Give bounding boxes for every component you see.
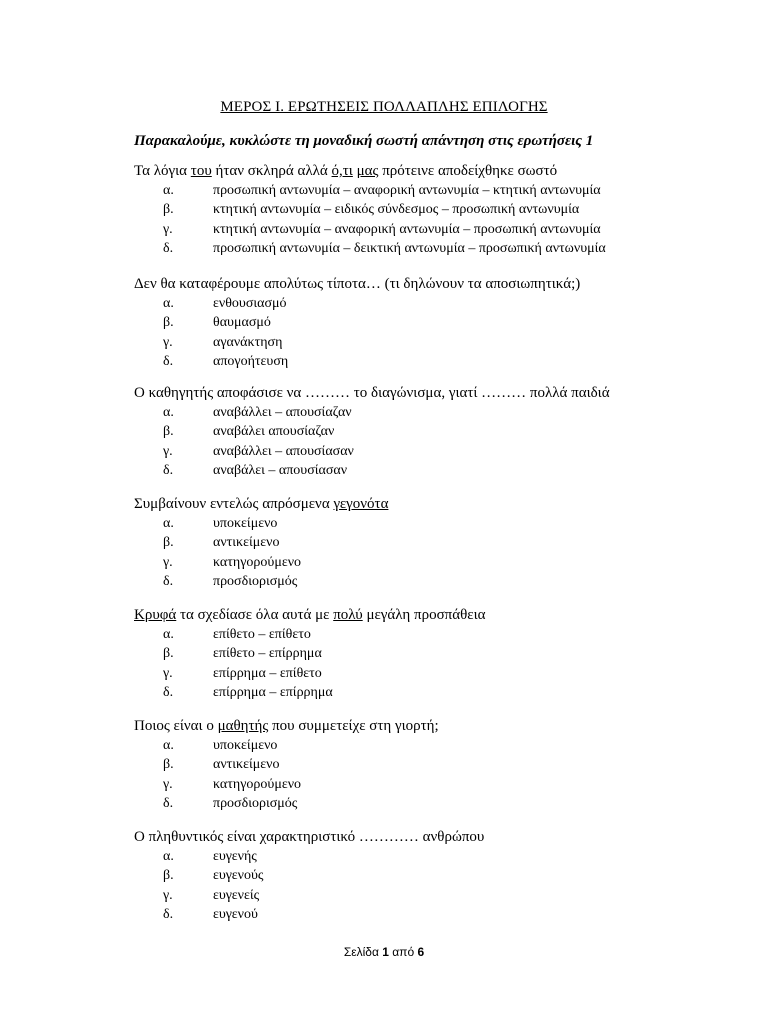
option-text: ευγενείς	[213, 887, 260, 903]
option-text: προσδιορισμός	[213, 573, 298, 589]
option-letter: γ.	[163, 665, 173, 681]
question-block	[134, 162, 606, 258]
answer-option[interactable]	[134, 847, 484, 866]
option-text: προσδιορισμός	[213, 795, 298, 811]
answer-option[interactable]	[134, 442, 610, 461]
option-text: ευγενής	[213, 849, 257, 864]
answer-option[interactable]	[134, 736, 439, 755]
option-text: αντικείμενο	[213, 535, 280, 551]
option-text: προσωπική αντωνυμία – αναφορική αντωνυμία – κτητική αντωνυμία	[213, 183, 601, 198]
option-letter: α.	[163, 627, 174, 642]
answer-option[interactable]	[134, 239, 606, 258]
stem-text: Τα λόγια	[134, 163, 191, 179]
answer-option[interactable]	[134, 755, 439, 774]
footer-middle: από	[388, 945, 418, 959]
stem-text: μεγάλη προσπάθεια	[362, 607, 486, 623]
answer-option[interactable]	[134, 533, 388, 552]
option-text: υποκείμενο	[213, 738, 278, 753]
answer-option[interactable]	[134, 313, 580, 332]
question-stem	[134, 606, 485, 625]
underlined-word: μας	[356, 163, 379, 179]
option-letter: γ.	[163, 776, 173, 792]
answer-option[interactable]	[134, 683, 485, 702]
option-letter: γ.	[163, 334, 173, 350]
option-letter: β.	[163, 315, 174, 331]
stem-text: ήταν σκληρά αλλά	[211, 163, 332, 179]
stem-text: Ποιος είναι ο	[134, 718, 218, 734]
answer-option[interactable]	[134, 905, 484, 924]
option-letter: δ.	[163, 573, 174, 589]
instructions: Παρακαλούμε, κυκλώστε τη μοναδική σωστή απάντηση στις ερωτήσεις 1	[134, 133, 594, 149]
option-text: επίθετο – επίρρημα	[213, 646, 322, 662]
question-block	[134, 275, 580, 371]
option-letter: α.	[163, 405, 174, 420]
answer-option[interactable]	[134, 886, 484, 905]
option-letter: β.	[163, 868, 174, 884]
stem-text: που συμμετείχε στη γιορτή;	[268, 718, 439, 734]
answer-option[interactable]	[134, 572, 388, 591]
option-text: επίθετο – επίθετο	[213, 627, 311, 642]
question-block	[134, 495, 388, 591]
question-stem	[134, 275, 580, 294]
option-text: αντικείμενο	[213, 757, 280, 773]
underlined-word: γεγονότα	[333, 496, 389, 512]
option-letter: δ.	[163, 795, 174, 811]
option-text: κτητική αντωνυμία – αναφορική αντωνυμία – προσωπική αντωνυμία	[213, 221, 601, 237]
underlined-word: ό,τι	[331, 163, 353, 179]
answer-option[interactable]	[134, 775, 439, 794]
option-letter: β.	[163, 202, 174, 218]
option-text: ενθουσιασμό	[213, 296, 287, 311]
option-text: κατηγορούμενο	[213, 776, 302, 792]
option-text: αναβάλλει – απουσίασαν	[213, 443, 354, 459]
option-letter: γ.	[163, 221, 173, 237]
option-text: υποκείμενο	[213, 516, 278, 531]
option-text: απογοήτευση	[213, 353, 289, 369]
option-text: αναβάλει απουσίαζαν	[213, 424, 335, 440]
stem-text: Συμβαίνουν εντελώς απρόσμενα	[134, 496, 334, 512]
option-letter: γ.	[163, 443, 173, 459]
option-text: επίρρημα – επίρρημα	[213, 684, 333, 700]
option-text: αναβάλει – απουσίασαν	[213, 462, 348, 478]
answer-option[interactable]	[134, 644, 485, 663]
answer-option[interactable]	[134, 181, 601, 200]
answer-option[interactable]	[134, 461, 610, 480]
option-letter: δ.	[163, 462, 174, 478]
option-letter: β.	[163, 424, 174, 440]
stem-text: Ο πληθυντικός είναι χαρακτηριστικό ………… ανθρώπου	[134, 829, 485, 845]
page-footer	[0, 945, 768, 959]
answer-option[interactable]	[134, 333, 580, 352]
answer-option[interactable]	[134, 553, 388, 572]
question-stem	[134, 162, 557, 181]
footer-prefix: Σελίδα	[343, 945, 383, 959]
underlined-word: μαθητής	[217, 718, 269, 734]
option-text: αγανάκτηση	[213, 334, 283, 350]
option-letter: α.	[163, 849, 174, 864]
option-letter: β.	[163, 757, 174, 773]
stem-text: τα σχεδίασε όλα αυτά με	[176, 607, 334, 623]
page-title: ΜΕΡΟΣ Ι. ΕΡΩΤΗΣΕΙΣ ΠΟΛΛΑΠΛΗΣ ΕΠΙΛΟΓΗΣ	[220, 99, 548, 115]
current-page-number: 1	[382, 945, 389, 959]
option-letter: β.	[163, 646, 174, 662]
answer-option[interactable]	[134, 794, 439, 813]
option-letter: δ.	[163, 906, 174, 922]
answer-option[interactable]	[134, 625, 485, 644]
stem-text: Ο καθηγητής αποφάσισε να ……… το διαγώνισμα, γιατί ……… πολλά παιδιά	[134, 385, 610, 401]
question-block	[134, 717, 439, 813]
option-letter: γ.	[163, 554, 173, 570]
answer-option[interactable]	[134, 422, 610, 441]
question-block	[134, 384, 610, 480]
underlined-word: του	[190, 163, 212, 179]
option-letter: δ.	[163, 353, 174, 369]
option-text: ευγενού	[213, 906, 258, 922]
answer-option[interactable]	[134, 200, 580, 219]
option-letter: α.	[163, 296, 174, 311]
option-text: επίρρημα – επίθετο	[213, 665, 322, 681]
option-letter: β.	[163, 535, 174, 551]
underlined-word: Κρυφά	[134, 607, 177, 623]
question-stem	[134, 717, 439, 736]
option-letter: α.	[163, 183, 174, 198]
option-text: προσωπική αντωνυμία – δεικτική αντωνυμία – προσωπική αντωνυμία	[213, 240, 606, 256]
answer-option[interactable]	[134, 866, 484, 885]
underlined-word: πολύ	[333, 607, 363, 623]
question-block	[134, 828, 484, 924]
total-pages-number: 6	[417, 945, 425, 959]
answer-option[interactable]	[134, 403, 610, 422]
stem-text: Δεν θα καταφέρουμε απολύτως τίποτα… (τι δηλώνουν τα αποσιωπητικά;)	[134, 276, 581, 292]
answer-option[interactable]	[134, 664, 485, 683]
answer-option[interactable]	[134, 294, 580, 313]
option-letter: α.	[163, 516, 174, 531]
question-block	[134, 606, 485, 702]
option-text: κατηγορούμενο	[213, 554, 302, 570]
stem-text: πρότεινε αποδείχθηκε σωστό	[378, 163, 558, 179]
option-letter: δ.	[163, 240, 174, 256]
option-text: ευγενούς	[213, 868, 264, 884]
question-stem	[134, 384, 610, 403]
option-text: θαυμασμό	[213, 315, 271, 331]
option-letter: α.	[163, 738, 174, 753]
option-letter: γ.	[163, 887, 173, 903]
answer-option[interactable]	[134, 220, 601, 239]
answer-option[interactable]	[134, 514, 388, 533]
question-stem	[134, 828, 484, 847]
option-text: αναβάλλει – απουσίαζαν	[213, 405, 352, 420]
option-letter: δ.	[163, 684, 174, 700]
option-text: κτητική αντωνυμία – ειδικός σύνδεσμος – προσωπική αντωνυμία	[213, 202, 580, 218]
question-stem	[134, 495, 388, 514]
answer-option[interactable]	[134, 352, 580, 371]
